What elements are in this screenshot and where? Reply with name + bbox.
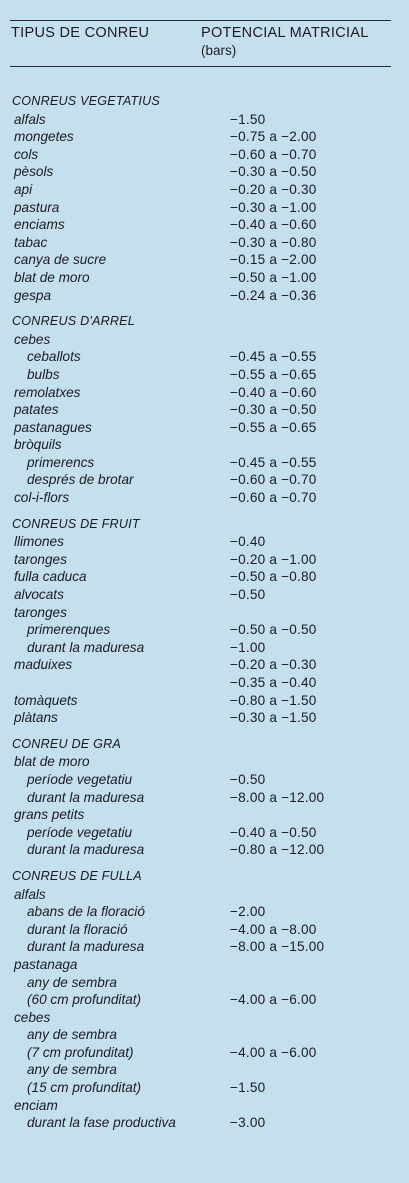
crop-label: durant la maduresa <box>27 939 145 955</box>
crop-label: cols <box>14 146 39 162</box>
crop-label: llimones <box>14 534 64 550</box>
table-row <box>12 692 402 710</box>
section-title: CONREUS D'ARREL <box>12 314 135 329</box>
table-row <box>12 419 402 437</box>
potential-value: −0.60 a −0.70 <box>230 490 317 506</box>
potential-value: −0.80 a −1.50 <box>230 692 317 708</box>
table-row <box>12 401 402 419</box>
table-row <box>12 1114 402 1132</box>
section-heading <box>12 313 402 331</box>
table-row <box>12 489 402 507</box>
potential-value: −4.00 a −6.00 <box>230 1044 317 1060</box>
table-row <box>12 251 402 269</box>
table-row <box>12 639 402 657</box>
top-rule <box>10 20 391 21</box>
potential-value: −0.50 a −0.80 <box>230 569 317 585</box>
table-row <box>12 287 402 305</box>
table-row <box>12 216 402 234</box>
crop-label: cebes <box>14 331 51 347</box>
table-row <box>12 1009 402 1027</box>
potential-value: −0.20 a −0.30 <box>230 181 317 197</box>
table-row <box>12 384 402 402</box>
crop-label: alfals <box>14 111 46 127</box>
crop-label: bròquils <box>14 437 62 453</box>
crop-label: pèsols <box>14 164 54 180</box>
potential-value: −0.20 a −0.30 <box>230 657 317 673</box>
crop-label: durant la fase productiva <box>27 1115 176 1131</box>
table-row <box>12 921 402 939</box>
crop-label: any de sembra <box>27 974 117 990</box>
crop-label: col-i-flors <box>14 490 70 506</box>
potential-value: −0.55 a −0.65 <box>230 366 317 382</box>
table-row <box>12 604 402 622</box>
crop-label: any de sembra <box>27 1027 117 1043</box>
potential-value: −1.50 <box>230 1080 266 1096</box>
table-row <box>12 199 402 217</box>
table-row <box>12 348 402 366</box>
crop-label: tabac <box>14 234 48 250</box>
section-gap <box>12 507 402 516</box>
potential-value: −0.40 a −0.60 <box>230 217 317 233</box>
potential-value: −0.75 a −2.00 <box>230 129 317 145</box>
potential-value: −0.30 a −0.50 <box>230 402 317 418</box>
section-title: CONREUS VEGETATIUS <box>12 94 160 108</box>
crop-label: mongetes <box>14 129 74 145</box>
crop-label: (7 cm profunditat) <box>27 1044 134 1060</box>
table-row <box>12 806 402 824</box>
table-row <box>12 621 402 639</box>
section-gap <box>12 859 402 868</box>
table-row <box>12 1079 402 1097</box>
table-row <box>12 568 402 586</box>
table-row <box>12 551 402 569</box>
crop-label: fulla caduca <box>14 569 87 585</box>
potential-value: −0.45 a −0.55 <box>230 454 317 470</box>
crop-label: maduixes <box>14 657 73 673</box>
table-row <box>12 656 402 674</box>
column-header-matric-potential: POTENCIAL MATRICIAL <box>201 25 369 41</box>
table-row <box>12 974 402 992</box>
crop-label: blat de moro <box>14 754 90 770</box>
table-row <box>12 454 402 472</box>
potential-value: −0.55 a −0.65 <box>230 419 317 435</box>
potential-value: −0.50 a −0.50 <box>230 622 317 638</box>
crop-label: primerenques <box>27 622 111 638</box>
crop-label: primerencs <box>27 454 95 470</box>
table-row <box>12 128 402 146</box>
section-heading <box>12 93 402 111</box>
potential-value: −0.40 a −0.60 <box>230 384 317 400</box>
potential-value: −0.30 a −1.50 <box>230 710 317 726</box>
table-row <box>12 269 402 287</box>
table-row <box>12 471 402 489</box>
potential-value: −0.40 a −0.50 <box>230 824 317 840</box>
potential-value: −1.00 <box>230 639 266 655</box>
table-row <box>12 1097 402 1115</box>
crop-label: (15 cm profunditat) <box>27 1080 142 1096</box>
section-title: CONREUS DE FULLA <box>12 868 142 883</box>
table-row <box>12 886 402 904</box>
potential-value: −2.00 <box>230 904 266 920</box>
crop-label: grans petits <box>14 807 85 823</box>
crop-label: durant la maduresa <box>27 639 145 655</box>
table-row <box>12 709 402 727</box>
table-row <box>12 1061 402 1079</box>
potential-value: −0.45 a −0.55 <box>230 349 317 365</box>
crop-label: abans de la floració <box>27 904 145 920</box>
section-gap <box>12 727 402 736</box>
crop-label: ceballots <box>27 349 81 365</box>
potential-value: −3.00 <box>230 1115 266 1131</box>
column-header-crop-type: TIPUS DE CONREU <box>11 25 150 41</box>
table-row <box>12 366 402 384</box>
section-heading <box>12 736 402 754</box>
potential-value: −0.50 a −1.00 <box>230 269 317 285</box>
header-bottom-rule <box>10 66 391 67</box>
table-row <box>12 111 402 129</box>
crop-potential-table <box>12 93 402 1132</box>
crop-label: (60 cm profunditat) <box>27 992 142 1008</box>
table-row <box>12 533 402 551</box>
crop-label: patates <box>14 402 59 418</box>
table-row <box>12 903 402 921</box>
table-row <box>12 163 402 181</box>
potential-value: −4.00 a −6.00 <box>230 992 317 1008</box>
potential-value: −0.40 <box>230 534 266 550</box>
crop-label: api <box>14 181 33 197</box>
table-row <box>12 991 402 1009</box>
table-row <box>12 436 402 454</box>
column-header-unit: (bars) <box>201 43 237 58</box>
crop-label: bulbs <box>27 366 60 382</box>
section-title: CONREUS DE FRUIT <box>12 516 140 531</box>
table-row <box>12 146 402 164</box>
table-row <box>12 674 402 692</box>
crop-label: durant la maduresa <box>27 789 145 805</box>
crop-label: període vegetatiu <box>27 771 133 787</box>
crop-label: pastanagues <box>14 419 92 435</box>
crop-label: remolatxes <box>14 384 81 400</box>
potential-value: −0.60 a −0.70 <box>230 146 317 162</box>
crop-label: tomàquets <box>14 692 78 708</box>
table-row <box>12 824 402 842</box>
crop-label: plàtans <box>14 710 58 726</box>
crop-label: durant la maduresa <box>27 842 145 858</box>
crop-label: enciams <box>14 217 65 233</box>
crop-label: alvocats <box>14 587 64 603</box>
table-row <box>12 331 402 349</box>
crop-label: blat de moro <box>14 269 90 285</box>
table-row <box>12 956 402 974</box>
table-row <box>12 1044 402 1062</box>
potential-value: −0.50 <box>230 587 266 603</box>
crop-label: després de brotar <box>27 472 134 488</box>
table-row <box>12 234 402 252</box>
crop-label: alfals <box>14 886 46 902</box>
potential-value: −0.80 a −12.00 <box>230 842 325 858</box>
potential-value: −0.30 a −0.80 <box>230 234 317 250</box>
potential-value: −8.00 a −12.00 <box>230 789 325 805</box>
crop-label: taronges <box>14 551 67 567</box>
crop-label: cebes <box>14 1009 51 1025</box>
potential-value: −1.50 <box>230 111 266 127</box>
potential-value: −0.20 a −1.00 <box>230 551 317 567</box>
table-row <box>12 938 402 956</box>
crop-label: gespa <box>14 287 52 303</box>
table-row <box>12 841 402 859</box>
section-heading <box>12 868 402 886</box>
table-row <box>12 181 402 199</box>
potential-value: −0.35 a −0.40 <box>230 675 317 690</box>
crop-label: enciam <box>14 1097 58 1113</box>
table-row <box>12 1026 402 1044</box>
crop-label: durant la floració <box>27 921 128 937</box>
potential-value: −0.50 <box>230 771 266 787</box>
potential-value: −4.00 a −8.00 <box>230 921 317 937</box>
potential-value: −0.60 a −0.70 <box>230 472 317 488</box>
crop-label: període vegetatiu <box>27 824 133 840</box>
crop-label: pastura <box>14 199 60 215</box>
section-gap <box>12 304 402 313</box>
table-row <box>12 753 402 771</box>
table-row <box>12 789 402 807</box>
crop-label: pastanaga <box>14 956 78 972</box>
potential-value: −8.00 a −15.00 <box>230 939 325 955</box>
crop-label: canya de sucre <box>14 252 107 268</box>
potential-value: −0.30 a −0.50 <box>230 164 317 180</box>
crop-label: any de sembra <box>27 1062 117 1078</box>
section-title: CONREU DE GRA <box>12 736 121 751</box>
section-heading <box>12 516 402 534</box>
potential-value: −0.24 a −0.36 <box>230 287 317 303</box>
potential-value: −0.30 a −1.00 <box>230 199 317 215</box>
table-row <box>12 771 402 789</box>
table-row <box>12 586 402 604</box>
potential-value: −0.15 a −2.00 <box>230 252 317 268</box>
crop-label: taronges <box>14 604 67 620</box>
